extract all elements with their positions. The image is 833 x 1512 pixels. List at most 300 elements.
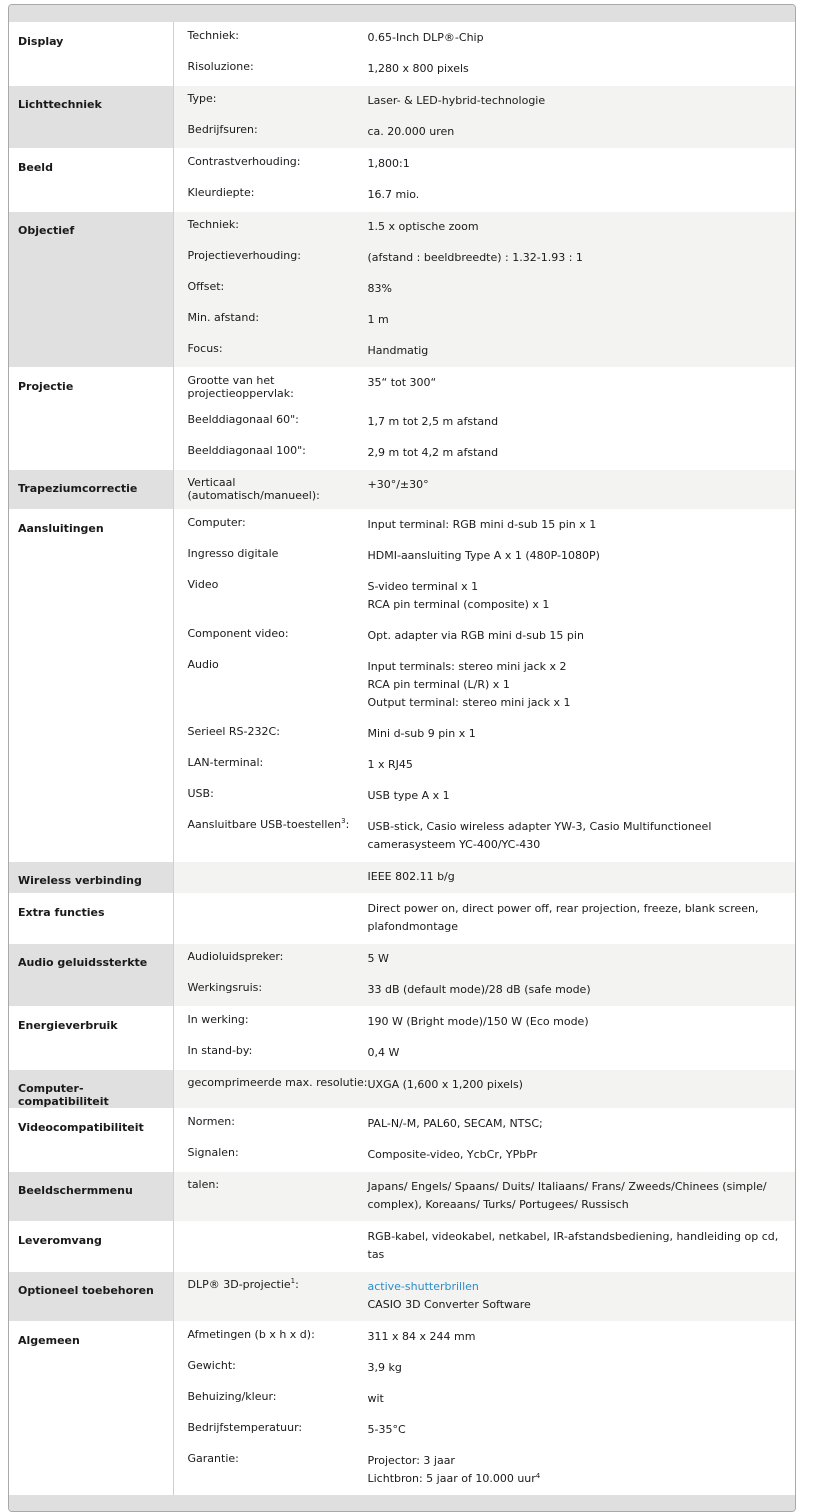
spec-section <box>9 1222 795 1272</box>
spec-row <box>174 944 796 975</box>
spec-key <box>174 725 368 738</box>
spec-value-line <box>368 547 784 565</box>
spec-key <box>174 186 368 199</box>
spec-key <box>174 1178 368 1191</box>
spec-value-text: wit <box>367 1392 384 1405</box>
spec-value-line <box>368 787 784 805</box>
spec-key <box>174 1278 368 1291</box>
section-content <box>173 368 795 470</box>
spec-section <box>9 470 795 510</box>
section-content <box>173 86 795 149</box>
spec-value-line <box>368 311 784 329</box>
section-content <box>173 1322 795 1496</box>
spec-key <box>174 1013 368 1026</box>
spec-key-text: Bedrijfstemperatuur: <box>187 1421 303 1434</box>
spec-key-text: Beelddiagonaal 100": <box>187 444 306 457</box>
spec-value <box>368 186 796 204</box>
spec-key <box>174 413 368 426</box>
spec-value <box>368 900 796 936</box>
spec-value-text: 1,280 x 800 pixels <box>367 62 469 75</box>
spec-row <box>174 510 796 541</box>
spec-value-text: Composite-video, YcbCr, YPbPr <box>367 1148 538 1161</box>
spec-row <box>174 407 796 438</box>
spec-row <box>174 117 796 148</box>
spec-value-text: (afstand : beeldbreedte) : 1.32-1.93 : 1 <box>367 251 583 264</box>
spec-key-text: Audioluidspreker: <box>187 950 284 963</box>
section-content <box>173 149 795 212</box>
spec-row <box>174 1272 796 1321</box>
spec-key-text: Beelddiagonaal 60": <box>187 413 299 426</box>
section-label: Extra functies <box>9 894 173 944</box>
spec-row <box>174 862 796 893</box>
spec-section <box>9 862 795 894</box>
spec-value-line <box>368 596 784 614</box>
section-content <box>173 1007 795 1070</box>
spec-value <box>368 950 796 968</box>
spec-value <box>368 1359 796 1377</box>
spec-value-line <box>368 1328 784 1346</box>
spec-row <box>174 894 796 943</box>
spec-key-text: Signalen: <box>187 1146 239 1159</box>
spec-value-line <box>368 1390 784 1408</box>
section-content <box>173 894 795 944</box>
spec-key-text: Projectieverhouding: <box>187 249 301 262</box>
spec-row <box>174 1172 796 1221</box>
spec-value-line <box>368 981 784 999</box>
footnote-marker: 4 <box>535 1472 541 1480</box>
spec-key-text: Contrastverhouding: <box>187 155 301 168</box>
spec-table <box>9 22 795 1495</box>
spec-value <box>368 1044 796 1062</box>
spec-value-text: +30°/±30° <box>367 478 429 491</box>
section-label: Beeldschermmenu <box>9 1172 173 1222</box>
spec-key-text: Techniek: <box>187 29 240 42</box>
spec-section <box>9 510 795 862</box>
spec-value-text: Lichtbron: 5 jaar of 10.000 uur <box>367 1472 536 1485</box>
spec-key <box>174 311 368 324</box>
spec-key-text: Techniek: <box>187 218 240 231</box>
spec-value <box>368 311 796 329</box>
spec-value-text: Direct power on, direct power off, rear projection, freeze, blank screen, plafondmontage <box>367 902 759 933</box>
spec-value-text: Projector: 3 jaar <box>367 1454 455 1467</box>
spec-key <box>174 1076 368 1089</box>
spec-value <box>368 218 796 236</box>
spec-value <box>368 658 796 712</box>
spec-key <box>174 155 368 168</box>
spec-value-line <box>368 218 784 236</box>
spec-row <box>174 1007 796 1038</box>
section-label: Wireless verbinding <box>9 862 173 894</box>
spec-key <box>174 218 368 231</box>
spec-value-text: Japans/ Engels/ Spaans/ Duits/ Italiaans/ Frans/ Zweeds/Chinees (simple/ complex), Koreaans/ Turks/ Portugees/ Russisch <box>367 1180 767 1211</box>
spec-key-text: In werking: <box>187 1013 249 1026</box>
spec-value-line <box>368 342 784 360</box>
spec-key <box>174 818 368 831</box>
spec-section <box>9 1109 795 1172</box>
spec-value-text: RGB-kabel, videokabel, netkabel, IR-afstandsbediening, handleiding op cd, tas <box>367 1230 779 1261</box>
section-label: Trapeziumcorrectie <box>9 470 173 510</box>
spec-key <box>174 249 368 262</box>
spec-key <box>174 1044 368 1057</box>
section-content <box>173 1172 795 1222</box>
spec-section <box>9 23 795 86</box>
spec-row <box>174 54 796 85</box>
spec-value-text: RCA pin terminal (composite) x 1 <box>367 598 550 611</box>
spec-key <box>174 1421 368 1434</box>
spec-value <box>368 1178 796 1214</box>
spec-row <box>174 975 796 1006</box>
spec-value-line <box>368 1228 784 1264</box>
section-content <box>173 470 795 510</box>
spec-key <box>174 374 368 400</box>
section-content <box>173 862 795 894</box>
spec-row <box>174 212 796 243</box>
spec-row <box>174 812 796 861</box>
spec-value-text: IEEE 802.11 b/g <box>367 870 455 883</box>
spec-row <box>174 1384 796 1415</box>
spec-value-line <box>368 756 784 774</box>
spec-value-text: 35“ tot 300“ <box>367 376 437 389</box>
spec-value-text: Mini d-sub 9 pin x 1 <box>367 727 476 740</box>
spec-value-text: 33 dB (default mode)/28 dB (safe mode) <box>367 983 591 996</box>
spec-key-suffix: : <box>345 818 350 831</box>
spec-value-line <box>368 1452 784 1470</box>
spec-value <box>368 280 796 298</box>
spec-row <box>174 305 796 336</box>
spec-value <box>368 342 796 360</box>
spec-value-text: USB type A x 1 <box>367 789 450 802</box>
spec-value-text: RCA pin terminal (L/R) x 1 <box>367 678 510 691</box>
spec-key <box>174 1146 368 1159</box>
spec-value-text: PAL-N/-M, PAL60, SECAM, NTSC; <box>367 1117 543 1130</box>
spec-value <box>368 123 796 141</box>
spec-row <box>174 621 796 652</box>
spec-key-text: Afmetingen (b x h x d): <box>187 1328 315 1341</box>
spec-value-line <box>368 476 784 494</box>
spec-value <box>368 818 796 854</box>
spec-value <box>368 413 796 431</box>
spec-value-text: S-video terminal x 1 <box>367 580 479 593</box>
spec-row <box>174 438 796 469</box>
spec-value-line <box>368 658 784 676</box>
spec-section <box>9 894 795 944</box>
spec-value-line <box>368 627 784 645</box>
spec-value <box>368 155 796 173</box>
spec-value <box>368 92 796 110</box>
spec-value-line <box>368 249 784 267</box>
section-content <box>173 23 795 86</box>
spec-value-line <box>368 516 784 534</box>
spec-value-text: CASIO 3D Converter Software <box>367 1298 531 1311</box>
spec-key <box>174 60 368 73</box>
spec-row <box>174 652 796 719</box>
spec-value-text: USB-stick, Casio wireless adapter YW-3, Casio Multifunctioneel camerasysteem YC-400/YC-430 <box>367 820 712 851</box>
spec-table-container <box>8 4 796 1512</box>
spec-value-line <box>368 29 784 47</box>
spec-key <box>174 444 368 457</box>
spec-key-text: DLP® 3D-projectie <box>187 1278 291 1291</box>
spec-value <box>368 981 796 999</box>
spec-row <box>174 1353 796 1384</box>
section-label: Computer-compatibiliteit <box>9 1070 173 1109</box>
spec-key <box>174 1328 368 1341</box>
spec-row <box>174 23 796 54</box>
spec-key-text: Min. afstand: <box>187 311 260 324</box>
spec-value-line <box>368 900 784 936</box>
spec-key <box>174 342 368 355</box>
spec-key-text: Behuizing/kleur: <box>187 1390 277 1403</box>
spec-value-line <box>368 60 784 78</box>
spec-row <box>174 572 796 621</box>
spec-value-line <box>368 1044 784 1062</box>
section-content <box>173 1070 795 1109</box>
spec-row <box>174 1140 796 1171</box>
spec-value-line <box>368 155 784 173</box>
spec-key-text: Audio <box>187 658 219 671</box>
spec-row <box>174 1070 796 1101</box>
spec-key-text: Component video: <box>187 627 289 640</box>
spec-section <box>9 149 795 212</box>
spec-section <box>9 212 795 368</box>
spec-value-text: 16.7 mio. <box>367 188 420 201</box>
spec-row <box>174 86 796 117</box>
spec-row <box>174 368 796 407</box>
spec-row <box>174 719 796 750</box>
spec-value-text: Input terminal: RGB mini d-sub 15 pin x 1 <box>367 518 597 531</box>
table-footer-bar <box>9 1495 795 1511</box>
spec-key <box>174 658 368 671</box>
spec-value <box>368 1115 796 1133</box>
spec-key <box>174 1359 368 1372</box>
section-label: Aansluitingen <box>9 510 173 862</box>
spec-value-text: 2,9 m tot 4,2 m afstand <box>367 446 499 459</box>
spec-key-text: Offset: <box>187 280 225 293</box>
spec-value <box>368 1452 796 1488</box>
spec-value <box>368 725 796 743</box>
spec-value <box>368 1328 796 1346</box>
spec-value-line <box>368 374 784 392</box>
spec-section <box>9 1272 795 1322</box>
spec-key <box>174 981 368 994</box>
spec-value <box>368 787 796 805</box>
spec-value-text: 1,800:1 <box>367 157 410 170</box>
spec-value-line <box>368 694 784 712</box>
spec-key-text: In stand-by: <box>187 1044 253 1057</box>
table-header-bar <box>9 5 795 22</box>
spec-key <box>174 516 368 529</box>
spec-key <box>174 123 368 136</box>
spec-key <box>174 578 368 591</box>
spec-value-text: 1.5 x optische zoom <box>367 220 479 233</box>
spec-value-text: HDMI-aansluiting Type A x 1 (480P-1080P) <box>367 549 600 562</box>
spec-value-text: Handmatig <box>367 344 429 357</box>
spec-value-line <box>368 578 784 596</box>
section-label: Beeld <box>9 149 173 212</box>
spec-key-text: Garantie: <box>187 1452 239 1465</box>
spec-key <box>174 92 368 105</box>
spec-value <box>368 374 796 392</box>
section-label: Algemeen <box>9 1322 173 1496</box>
spec-key-text: Risoluzione: <box>187 60 254 73</box>
section-content <box>173 1222 795 1272</box>
spec-value <box>368 756 796 774</box>
spec-row <box>174 1446 796 1495</box>
spec-row <box>174 1109 796 1140</box>
spec-value-line <box>368 1178 784 1214</box>
spec-value-text: 83% <box>367 282 392 295</box>
section-content <box>173 510 795 862</box>
spec-section <box>9 1322 795 1496</box>
section-content <box>173 1272 795 1322</box>
spec-value-text: 311 x 84 x 244 mm <box>367 1330 476 1343</box>
spec-key <box>174 29 368 42</box>
spec-value-line <box>368 92 784 110</box>
spec-key <box>174 1115 368 1128</box>
section-content <box>173 212 795 368</box>
section-content <box>173 944 795 1007</box>
spec-value-text: 3,9 kg <box>367 1361 402 1374</box>
spec-key <box>174 1452 368 1465</box>
spec-row <box>174 149 796 180</box>
spec-value-text: 1,7 m tot 2,5 m afstand <box>367 415 499 428</box>
section-label: Leveromvang <box>9 1222 173 1272</box>
spec-row <box>174 243 796 274</box>
spec-value-line <box>368 725 784 743</box>
spec-value <box>368 627 796 645</box>
spec-value-text: UXGA (1,600 x 1,200 pixels) <box>367 1078 523 1091</box>
section-label: Videocompatibiliteit <box>9 1109 173 1172</box>
spec-value-line <box>368 1470 784 1488</box>
spec-value-line <box>368 676 784 694</box>
spec-key-text: Aansluitbare USB-toestellen <box>187 818 342 831</box>
spec-key-text: Focus: <box>187 342 223 355</box>
spec-row <box>174 180 796 211</box>
spec-value-text: Opt. adapter via RGB mini d-sub 15 pin <box>367 629 584 642</box>
section-label: Energieverbruik <box>9 1007 173 1070</box>
spec-value-line <box>368 413 784 431</box>
spec-row <box>174 541 796 572</box>
spec-key <box>174 547 368 560</box>
spec-key-text: Werkingsruis: <box>187 981 263 994</box>
spec-key-suffix: : <box>295 1278 299 1291</box>
spec-key-text: Video <box>187 578 219 591</box>
spec-value <box>368 1421 796 1439</box>
spec-value-line <box>368 186 784 204</box>
spec-key <box>174 476 368 502</box>
spec-key <box>174 627 368 640</box>
spec-value-line <box>368 280 784 298</box>
spec-key-text: Serieel RS-232C: <box>187 725 280 738</box>
spec-value-line <box>368 950 784 968</box>
spec-section <box>9 1070 795 1109</box>
spec-value-line <box>368 1296 784 1314</box>
spec-value-line <box>368 868 784 886</box>
spec-key-text: Grootte van het projectieoppervlak: <box>187 374 294 400</box>
spec-section <box>9 86 795 149</box>
spec-value <box>368 1278 796 1314</box>
spec-value <box>368 1076 796 1094</box>
spec-value <box>368 1013 796 1031</box>
spec-value <box>368 868 796 886</box>
spec-key <box>174 950 368 963</box>
spec-value-line <box>368 444 784 462</box>
spec-row <box>174 1322 796 1353</box>
spec-value <box>368 547 796 565</box>
spec-value-line <box>368 1013 784 1031</box>
spec-value-line <box>368 123 784 141</box>
spec-value-line <box>368 1115 784 1133</box>
footnote-marker: 3 <box>341 817 346 825</box>
spec-value-text: 0,4 W <box>367 1046 400 1059</box>
spec-value-text: 5 W <box>367 952 389 965</box>
spec-key-text: Normen: <box>187 1115 235 1128</box>
section-label: Lichttechniek <box>9 86 173 149</box>
spec-value-text: 1 m <box>367 313 389 326</box>
spec-key-text: Type: <box>187 92 217 105</box>
spec-key-text: Kleurdiepte: <box>187 186 255 199</box>
spec-section <box>9 1007 795 1070</box>
spec-value <box>368 1228 796 1264</box>
spec-value-text: 190 W (Bright mode)/150 W (Eco mode) <box>367 1015 589 1028</box>
spec-key-text: USB: <box>187 787 214 800</box>
spec-key-text: LAN-terminal: <box>187 756 264 769</box>
spec-key <box>174 1390 368 1403</box>
spec-key <box>174 756 368 769</box>
spec-value-line <box>368 1146 784 1164</box>
spec-row <box>174 781 796 812</box>
accessory-link[interactable]: active-shutterbrillen <box>367 1280 479 1293</box>
section-label: Audio geluidssterkte <box>9 944 173 1007</box>
spec-section <box>9 1172 795 1222</box>
spec-row <box>174 1415 796 1446</box>
spec-value-text: 1 x RJ45 <box>367 758 413 771</box>
spec-key-text: Computer: <box>187 516 246 529</box>
spec-row <box>174 274 796 305</box>
section-label: Display <box>9 23 173 86</box>
spec-row <box>174 1038 796 1069</box>
spec-value-text: 5-35°C <box>367 1423 406 1436</box>
spec-key-text: talen: <box>187 1178 220 1191</box>
spec-value <box>368 516 796 534</box>
spec-value-line <box>368 1076 784 1094</box>
spec-value <box>368 476 796 494</box>
spec-key <box>174 787 368 800</box>
spec-key-text: Bedrijfsuren: <box>187 123 258 136</box>
spec-key <box>174 280 368 293</box>
spec-value <box>368 60 796 78</box>
spec-value-text: ca. 20.000 uren <box>367 125 455 138</box>
section-label: Projectie <box>9 368 173 470</box>
spec-key-text: gecomprimeerde max. resolutie: <box>187 1076 368 1089</box>
spec-value-line <box>368 1421 784 1439</box>
spec-value-text: 0.65-Inch DLP®-Chip <box>367 31 484 44</box>
spec-key-text: Verticaal (automatisch/manueel): <box>187 476 320 502</box>
section-label: Objectief <box>9 212 173 368</box>
spec-value-text: Laser- & LED-hybrid-technologie <box>367 94 546 107</box>
spec-value <box>368 578 796 614</box>
spec-value <box>368 444 796 462</box>
spec-value <box>368 29 796 47</box>
spec-value <box>368 249 796 267</box>
section-content <box>173 1109 795 1172</box>
spec-row <box>174 1222 796 1271</box>
spec-row <box>174 470 796 509</box>
spec-value-line <box>368 1359 784 1377</box>
spec-section <box>9 944 795 1007</box>
spec-value <box>368 1390 796 1408</box>
spec-value <box>368 1146 796 1164</box>
footnote-marker: 1 <box>290 1277 296 1285</box>
